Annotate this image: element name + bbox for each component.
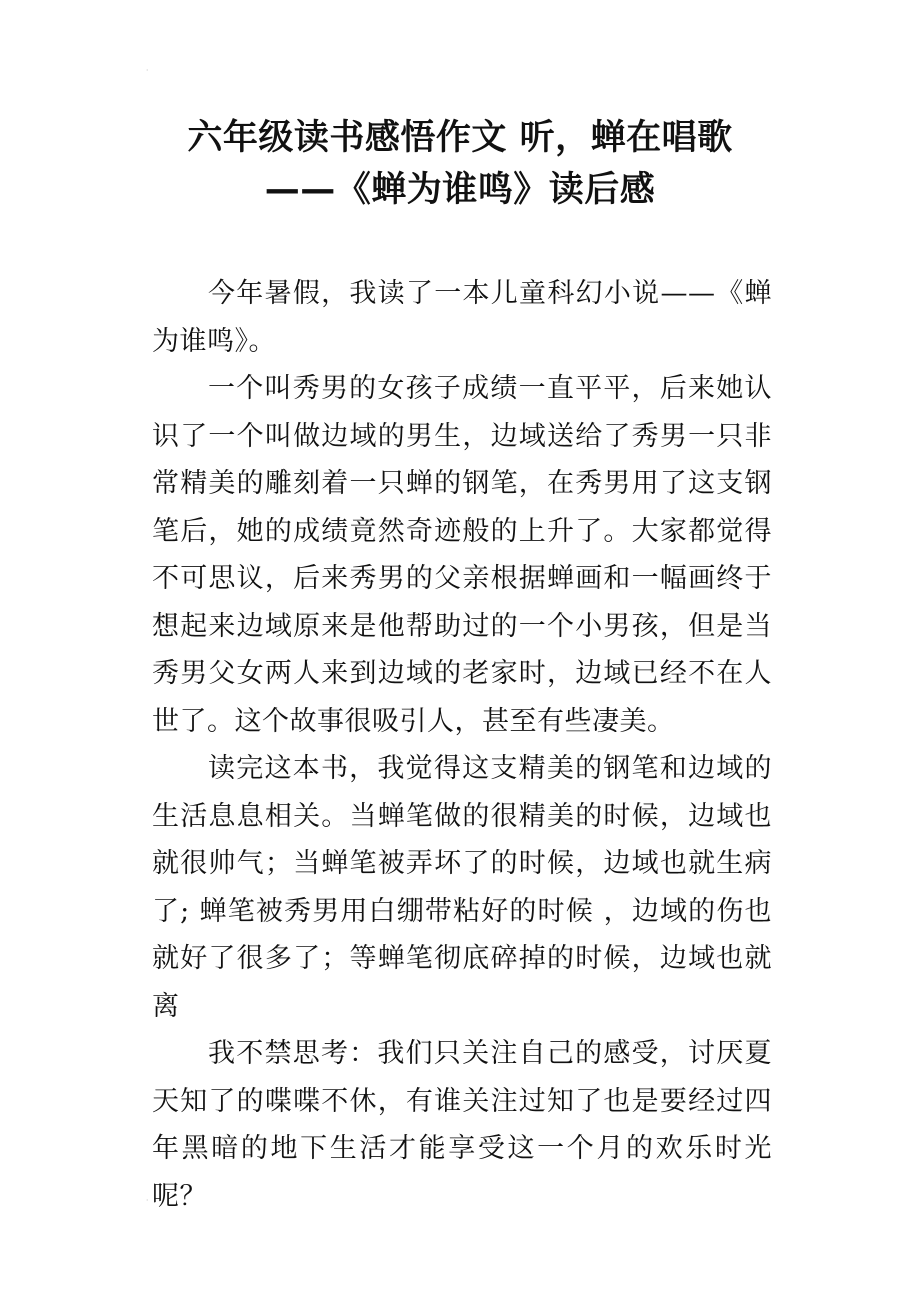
paragraph-3: 读完这本书，我觉得这支精美的钢笔和边域的生活息息相关。当蝉笔做的很精美的时候，边域也就很帅气；当蝉笔被弄坏了的时候，边域也就生病了; 蝉笔被秀男用白绷带粘好的时候 ，边域的伤也就好了很多了；等蝉笔彻底碎掉的时候，边域也就离 [152, 753, 772, 1022]
paragraph-1: 今年暑假，我读了一本儿童科幻小说——《蝉为谁鸣》。 [152, 278, 772, 357]
title-line-2: ——《蝉为谁鸣》读后感 [264, 170, 656, 210]
document-body [152, 270, 772, 1220]
corner-crop-mark-top: ⸱ [146, 66, 149, 76]
paragraph-4: 我不禁思考：我们只关注自己的感受，讨厌夏天知了的喋喋不休，有谁关注过知了也是要经过四年黑暗的地下生活才能享受这一个月的欢乐时光呢？ [152, 1038, 772, 1212]
corner-crop-mark-bottom: ⸱ [146, 1196, 149, 1206]
document-title [120, 112, 800, 216]
paragraph-2: 一个叫秀男的女孩子成绩一直平平，后来她认识了一个叫做边域的男生，边域送给了秀男一只非常精美的雕刻着一只蝉的钢笔，在秀男用了这支钢笔后，她的成绩竟然奇迹般的上升了。大家都觉得不可思议，后来秀男的父亲根据蝉画和一幅画终于想起来边域原来是他帮助过的一个小男孩，但是当秀男父女两人来到边域的老家时，边域已经不在人世了。这个故事很吸引人，甚至有些凄美。 [152, 373, 772, 737]
title-line-1: 六年级读书感悟作文 听，蝉在唱歌 [187, 118, 733, 158]
